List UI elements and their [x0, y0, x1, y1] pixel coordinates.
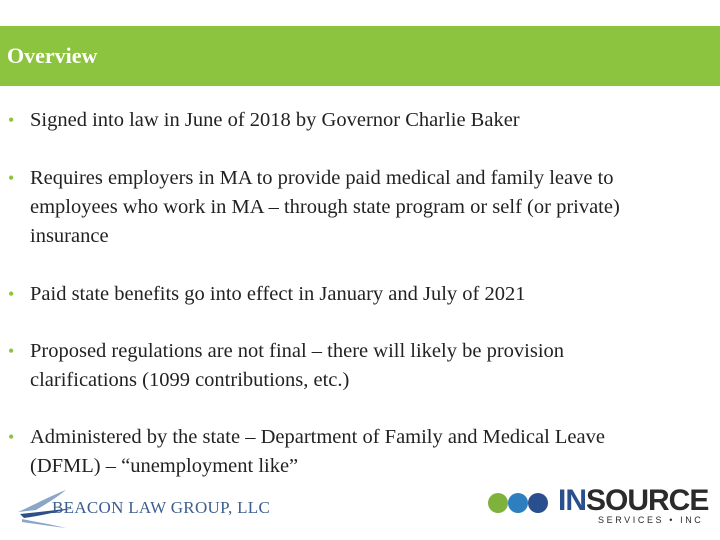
bullet-text: Signed into law in June of 2018 by Governor Charlie Baker [30, 109, 520, 131]
bullet-item [8, 106, 668, 135]
beacon-logo-text: BEACON LAW GROUP, LLC [52, 498, 271, 517]
bullet-dot-icon: • [8, 427, 15, 447]
bullet-item [8, 337, 668, 395]
circles-icon [488, 493, 548, 513]
insource-logo-subtitle: SERVICES • INC [598, 515, 704, 525]
bullet-text: Requires employers in MA to provide paid medical and family leave to employees who work in MA – through state program or self (or private) insurance [30, 167, 620, 247]
bullet-item [8, 164, 668, 251]
bullet-item [8, 423, 668, 481]
bullet-dot-icon: • [8, 284, 15, 304]
slide-title: Overview [7, 43, 98, 68]
bullet-text: Administered by the state – Department of Family and Medical Leave (DFML) – “unemployment like” [30, 426, 605, 477]
insource-logo-prefix: IN [558, 484, 586, 517]
insource-logo-suffix: SOURCE [586, 484, 709, 517]
bullet-text: Paid state benefits go into effect in January and July of 2021 [30, 283, 526, 305]
bullet-dot-icon: • [8, 110, 15, 130]
insource-logo-name [558, 484, 708, 518]
bullet-dot-icon: • [8, 168, 15, 188]
bullet-item [8, 280, 668, 309]
bullet-dot-icon: • [8, 341, 15, 361]
bullet-text: Proposed regulations are not final – there will likely be provision clarifications (1099 contributions, etc.) [30, 340, 565, 391]
